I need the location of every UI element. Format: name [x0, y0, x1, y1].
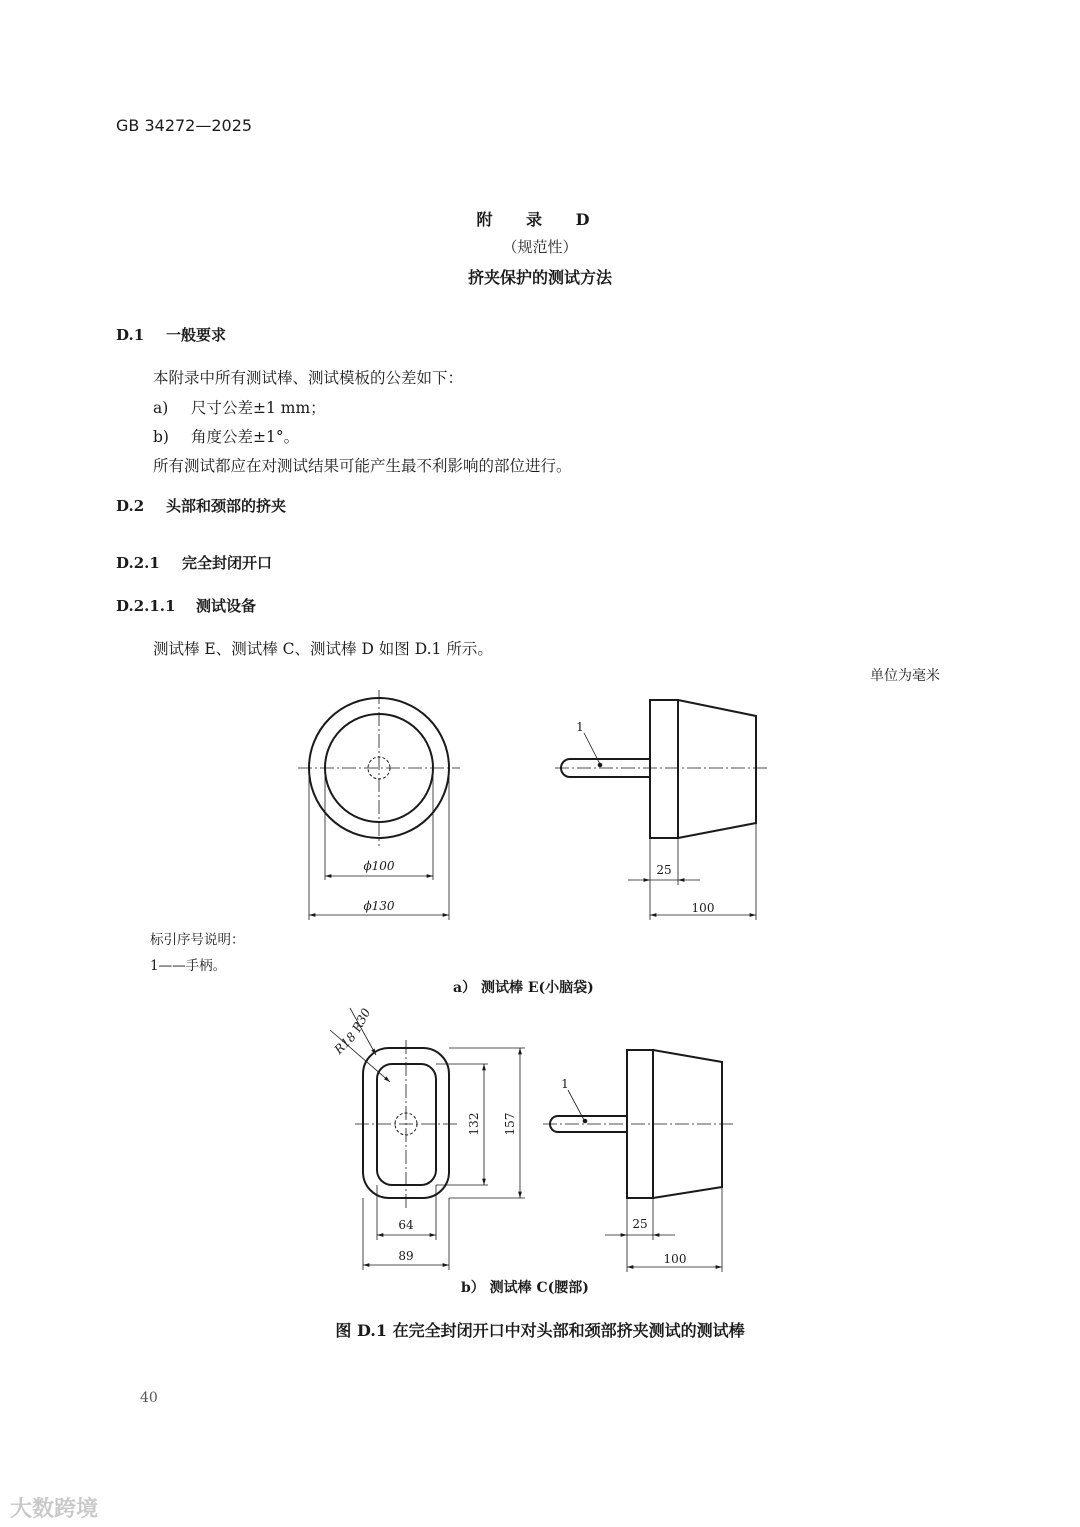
leader-dot: [583, 1119, 587, 1123]
dim-label-157: 157: [503, 1112, 517, 1136]
tapered-body: [678, 700, 756, 838]
ref-number-1: 1: [576, 720, 584, 734]
page-number: 40: [140, 1390, 158, 1406]
flange: [650, 700, 678, 838]
dim-label-100: 100: [691, 901, 715, 915]
section-title: 头部和颈部的挤夹: [166, 497, 287, 515]
key-item: 1——手柄。: [150, 958, 227, 974]
appendix-title: 附 录 D: [476, 210, 604, 229]
rod-c-side-view: [543, 1050, 735, 1272]
section-number: D.2.1: [116, 554, 160, 572]
unit-note: 单位为毫米: [870, 668, 940, 684]
rod-e-side-view: [555, 700, 768, 920]
equipment-text: 测试棒 E、测试棒 C、测试棒 D 如图 D.1 所示。: [153, 640, 493, 658]
dim-label-64: 64: [398, 1218, 414, 1232]
key-title: 标引序号说明：: [150, 932, 245, 948]
r18-leader: [330, 1030, 390, 1082]
section-number: D.2: [116, 497, 145, 515]
appendix-type: （规范性）: [502, 238, 578, 256]
dim-label-25: 25: [656, 863, 672, 877]
appendix-name: 挤夹保护的测试方法: [467, 268, 612, 287]
standard-code: GB 34272—2025: [116, 116, 253, 135]
tolerance-intro: 本附录中所有测试棒、测试模板的公差如下：: [153, 369, 464, 387]
dim-label-100: 100: [663, 1252, 687, 1266]
dim-label-132: 132: [467, 1112, 481, 1136]
dim-label-25: 25: [632, 1217, 648, 1231]
dim-label-r30: R30: [349, 1006, 374, 1035]
dim-label-89: 89: [398, 1249, 414, 1263]
position-note: 所有测试都应在对测试结果可能产生最不利影响的部位进行。: [153, 457, 572, 475]
list-label: a): [153, 399, 169, 417]
rod-c-front-view: [330, 1008, 525, 1270]
caption-a: a） 测试棒 E(小脑袋): [453, 980, 594, 996]
section-number: D.2.1.1: [116, 597, 176, 615]
list-label: b): [153, 428, 169, 446]
list-text: 尺寸公差±1 mm；: [191, 399, 326, 417]
watermark: 大数跨境: [10, 1497, 99, 1522]
section-number: D.1: [116, 326, 145, 344]
dim-label-r18: R18: [331, 1029, 359, 1057]
section-title: 一般要求: [166, 326, 227, 344]
ref-number-1: 1: [561, 1077, 569, 1091]
figure-title: 图 D.1 在完全封闭开口中对头部和颈部挤夹测试的测试棒: [335, 1321, 745, 1340]
inner-rounded-rect: [377, 1064, 436, 1185]
leader-dot: [598, 763, 602, 767]
rod-e-front-view: [298, 690, 460, 920]
dim-label-d130: ϕ130: [363, 899, 395, 913]
caption-b: b） 测试棒 C(腰部): [461, 1280, 589, 1296]
section-title: 测试设备: [196, 597, 257, 615]
section-title: 完全封闭开口: [182, 554, 273, 572]
dim-label-d100: ϕ100: [363, 859, 395, 873]
list-text: 角度公差±1°。: [191, 428, 300, 446]
